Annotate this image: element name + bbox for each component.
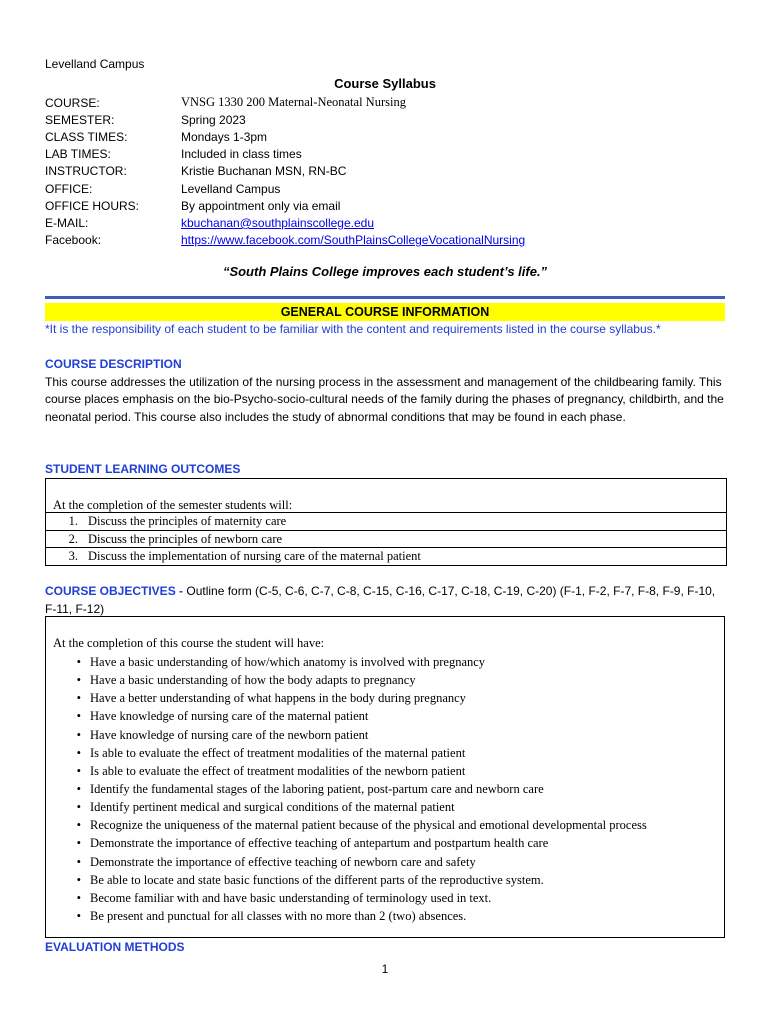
facebook-link[interactable]: https://www.facebook.com/SouthPlainsCollegeVocationalNursing — [181, 233, 526, 248]
objective-text: Be present and punctual for all classes with no more than 2 (two) absences. — [90, 908, 467, 923]
info-label: CLASS TIMES: — [45, 129, 128, 144]
info-label: OFFICE: — [45, 181, 93, 196]
objective-item — [46, 816, 726, 834]
learning-outcomes-heading: STUDENT LEARNING OUTCOMES — [45, 462, 241, 476]
info-label: Facebook: — [45, 233, 102, 248]
objective-item — [46, 744, 726, 762]
info-label: INSTRUCTOR: — [45, 164, 127, 179]
objective-item — [46, 689, 726, 707]
course-description-text: This course addresses the utilization of the nursing process in the assessment and management of the childbearing family. This course places emphasis on the bio-Psycho-socio-cultural needs of the family during the phases of pregnancy, childbirth, and the neonatal period. This course also includes the study of abnormal conditions that may be found in each phase. — [45, 375, 724, 424]
info-label: COURSE: — [45, 95, 100, 110]
info-row-office — [45, 180, 725, 197]
objective-item — [46, 834, 726, 852]
objective-item — [46, 889, 726, 907]
info-value: Levelland Campus — [181, 181, 281, 196]
objective-text: Identify the fundamental stages of the laboring patient, post-partum care and newborn care — [90, 781, 544, 796]
objective-item — [46, 707, 726, 725]
info-label: LAB TIMES: — [45, 147, 111, 162]
section-divider — [45, 296, 725, 299]
objective-text: Have knowledge of nursing care of the newborn patient — [90, 727, 369, 742]
objective-text: Identify pertinent medical and surgical conditions of the maternal patient — [90, 800, 455, 815]
outcome-number: 2. — [68, 531, 78, 546]
course-description-heading: COURSE DESCRIPTION — [45, 357, 182, 371]
objectives-list — [46, 653, 726, 925]
info-label: SEMESTER: — [45, 112, 115, 127]
info-row-instructor — [45, 163, 725, 180]
info-label: E-MAIL: — [45, 215, 89, 230]
objective-item — [46, 762, 726, 780]
objective-item — [46, 653, 726, 671]
objective-text: Demonstrate the importance of effective teaching of newborn care and safety — [90, 854, 476, 869]
bullet-icon: • — [76, 836, 81, 851]
outcome-text: Discuss the implementation of nursing care of the maternal patient — [88, 549, 421, 563]
bullet-icon: • — [76, 890, 81, 905]
objective-item — [46, 853, 726, 871]
bullet-icon: • — [76, 709, 81, 724]
objective-text: Recognize the uniqueness of the maternal patient because of the physical and emotional developmental process — [90, 818, 647, 833]
info-row-facebook — [45, 232, 725, 249]
objective-text: Be able to locate and state basic functions of the different parts of the reproductive system. — [90, 872, 544, 887]
info-value: Included in class times — [181, 147, 302, 162]
college-motto: “South Plains College improves each student’s life.” — [222, 264, 548, 279]
objective-text: Is able to evaluate the effect of treatment modalities of the newborn patient — [90, 763, 466, 778]
info-row-class-times — [45, 128, 725, 145]
general-info-banner: GENERAL COURSE INFORMATION — [45, 303, 725, 321]
email-link[interactable]: kbuchanan@southplainscollege.edu — [181, 215, 374, 230]
bullet-icon: • — [76, 763, 81, 778]
outcome-number: 1. — [68, 514, 78, 528]
objective-text: Become familiar with and have basic understanding of terminology used in text. — [90, 890, 492, 905]
objective-item — [46, 798, 726, 816]
info-row-lab-times — [45, 146, 725, 163]
info-row-semester — [45, 111, 725, 128]
outcome-text: Discuss the principles of newborn care — [88, 531, 283, 546]
objective-text: Have a basic understanding of how the body adapts to pregnancy — [90, 673, 416, 688]
bullet-icon: • — [76, 872, 81, 887]
objective-text: Have a better understanding of what happens in the body during pregnancy — [90, 691, 466, 706]
info-value: Mondays 1-3pm — [181, 129, 268, 144]
objective-item — [46, 780, 726, 798]
outcome-item — [46, 547, 726, 565]
course-objectives-header — [45, 583, 725, 618]
objective-item — [46, 907, 726, 925]
course-objectives-outline: Outline form (C-5, C-6, C-7, C-8, C-15, C-16, C-17, C-18, C-19, C-20) (F-1, F-2, F-7, F-8, F-9, F-10, F-11, F-12) — [45, 584, 716, 616]
info-value: VNSG 1330 200 Maternal-Neonatal Nursing — [181, 95, 406, 110]
bullet-icon: • — [76, 854, 81, 869]
objective-item — [46, 671, 726, 689]
evaluation-methods-heading: EVALUATION METHODS — [45, 940, 185, 954]
bullet-icon: • — [76, 691, 81, 706]
objective-text: Demonstrate the importance of effective teaching of antepartum and postpartum health care — [90, 836, 549, 851]
outcome-text: Discuss the principles of maternity care — [88, 514, 287, 528]
outcome-item — [46, 512, 726, 530]
responsibility-notice: *It is the responsibility of each student to be familiar with the content and requirements listed in the course syllabus.* — [45, 322, 661, 336]
objective-text: Have a basic understanding of how/which anatomy is involved with pregnancy — [90, 655, 486, 669]
outcomes-intro: At the completion of the semester students will: — [53, 498, 293, 512]
objective-text: Have knowledge of nursing care of the maternal patient — [90, 709, 369, 724]
bullet-icon: • — [76, 781, 81, 796]
course-objectives-heading: COURSE OBJECTIVES - — [45, 584, 187, 598]
info-value: Spring 2023 — [181, 112, 246, 127]
objective-item — [46, 871, 726, 889]
page-title: Course Syllabus — [334, 76, 436, 91]
bullet-icon: • — [76, 800, 81, 815]
objective-text: Is able to evaluate the effect of treatment modalities of the maternal patient — [90, 745, 466, 760]
bullet-icon: • — [76, 673, 81, 688]
page-number: 1 — [381, 962, 389, 976]
info-label: OFFICE HOURS: — [45, 198, 140, 213]
info-row-email — [45, 214, 725, 231]
objective-item — [46, 726, 726, 744]
outcome-item — [46, 530, 726, 548]
info-value — [181, 216, 725, 230]
outcome-number: 3. — [68, 549, 78, 563]
campus-label: Levelland Campus — [45, 57, 145, 71]
info-row-course — [45, 94, 725, 111]
bullet-icon: • — [76, 908, 81, 923]
course-objectives-table — [45, 616, 725, 938]
learning-outcomes-table — [45, 478, 727, 566]
bullet-icon: • — [76, 818, 81, 833]
course-info-table — [45, 94, 725, 249]
info-value: Kristie Buchanan MSN, RN-BC — [181, 164, 347, 179]
info-value: By appointment only via email — [181, 198, 341, 213]
bullet-icon: • — [76, 727, 81, 742]
info-row-office-hours — [45, 197, 725, 214]
bullet-icon: • — [76, 655, 81, 669]
bullet-icon: • — [76, 745, 81, 760]
info-value — [181, 233, 725, 247]
objectives-intro: At the completion of this course the student will have: — [53, 636, 325, 650]
